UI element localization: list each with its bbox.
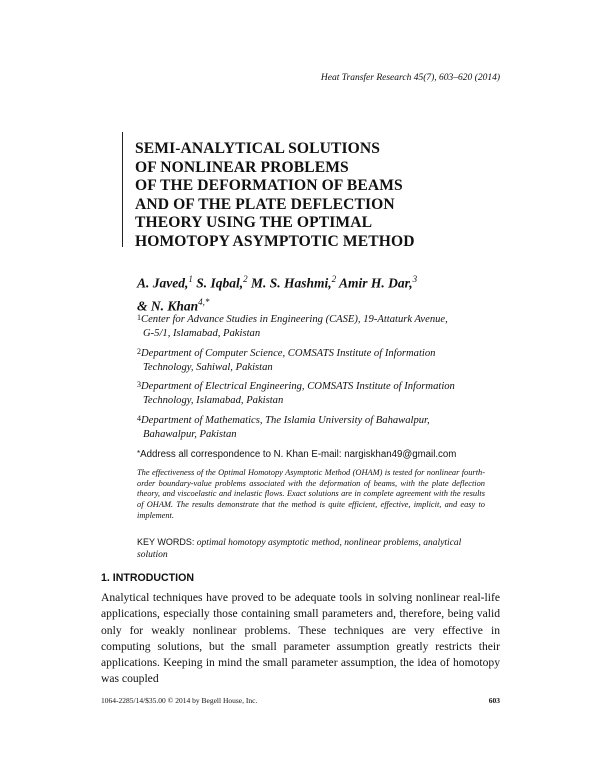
title-line: SEMI-ANALYTICAL SOLUTIONS [135,140,380,157]
affiliation-line: Department of Mathematics, The Islamia University of Bahawalpur, [141,415,430,426]
affiliation-line: Technology, Sahiwal, Pakistan [143,362,273,373]
author-sup: 1 [188,274,193,284]
title-rule [122,132,123,247]
affiliation-1 [137,313,477,341]
affiliation-number: 1 [137,313,141,322]
title-line: THEORY USING THE OPTIMAL [135,214,373,231]
footer-copyright: 1064-2285/14/$35.00 © 2014 by Begell House, Inc. [101,696,258,705]
page-footer [101,696,500,705]
title-line: OF THE DEFORMATION OF BEAMS [135,177,403,194]
title-line: OF NONLINEAR PROBLEMS [135,158,349,176]
author-name: A. Javed, [137,275,189,291]
affiliation-number: 4 [137,414,141,423]
author-sup: 2 [243,274,248,284]
affiliation-line: Department of Computer Science, COMSATS Institute of Information [141,348,436,359]
affiliation-number: 2 [137,347,141,356]
correspondence-text: Address all correspondence to N. Khan E-mail: nargiskhan49@gmail.com [140,449,457,460]
keywords [137,536,482,561]
affiliation-2 [137,347,477,375]
affiliation-line: Technology, Islamabad, Pakistan [143,395,284,406]
affiliation-3 [137,380,477,408]
affiliation-line: G-5/1, Islamabad, Pakistan [143,328,261,339]
author-name: M. S. Hashmi, [251,275,332,291]
title-line: HOMOTOPY ASYMPTOTIC METHOD [135,232,415,250]
author-name: & N. Khan [137,298,199,313]
journal-citation: Heat Transfer Research 45(7), 603–620 (2014) [320,73,500,83]
body-paragraph: Analytical techniques have proved to be adequate tools in solving nonlinear real-life applications, especially those containing small parameters and, therefore, being valid only for weakly nonlinear problems. These techniques are very effective in computing solutions, but the small parameter assumption greatly restricts their applications. Keeping in mind the small parameter assumption, the idea of homotopy was coupled [101,591,500,686]
affiliation-number: 3 [137,380,141,389]
keywords-label: KEY WORDS: [137,537,195,547]
title-line: AND OF THE PLATE DEFLECTION [135,195,395,213]
section-heading: 1. INTRODUCTION [101,572,194,584]
abstract: The effectiveness of the Optimal Homotopy Asymptotic Method (OHAM) is tested for nonlinear fourth-order boundary-value problems associated with the deformation of beams, with the plate deflection theory, and viscoelastic and inelastic flows. Exact solutions are in complete agreement with the results of OHAM. The results demonstrate that the method is quite efficient, effective, implicit, and easy to implement. [137,468,485,520]
keywords-text: optimal homotopy asymptotic method, nonlinear problems, analytical solution [137,538,462,560]
author-list [137,270,477,315]
author-name: S. Iqbal, [196,275,244,291]
author-name: Amir H. Dar, [339,275,413,291]
correspondence-mark: * [137,449,141,458]
affiliation-line: Bahawalpur, Pakistan [143,429,237,440]
author-sup: 4,* [198,296,210,307]
affiliation-line: Center for Advance Studies in Engineering (CASE), 19-Attaturk Avenue, [141,314,448,325]
page-number: 603 [488,696,500,705]
author-sup: 2 [331,274,337,284]
affiliation-line: Department of Electrical Engineering, COMSATS Institute of Information [141,381,455,392]
paper-title [135,140,465,251]
author-sup: 3 [412,274,418,284]
affiliation-4 [137,414,477,442]
correspondence-note [137,449,456,460]
